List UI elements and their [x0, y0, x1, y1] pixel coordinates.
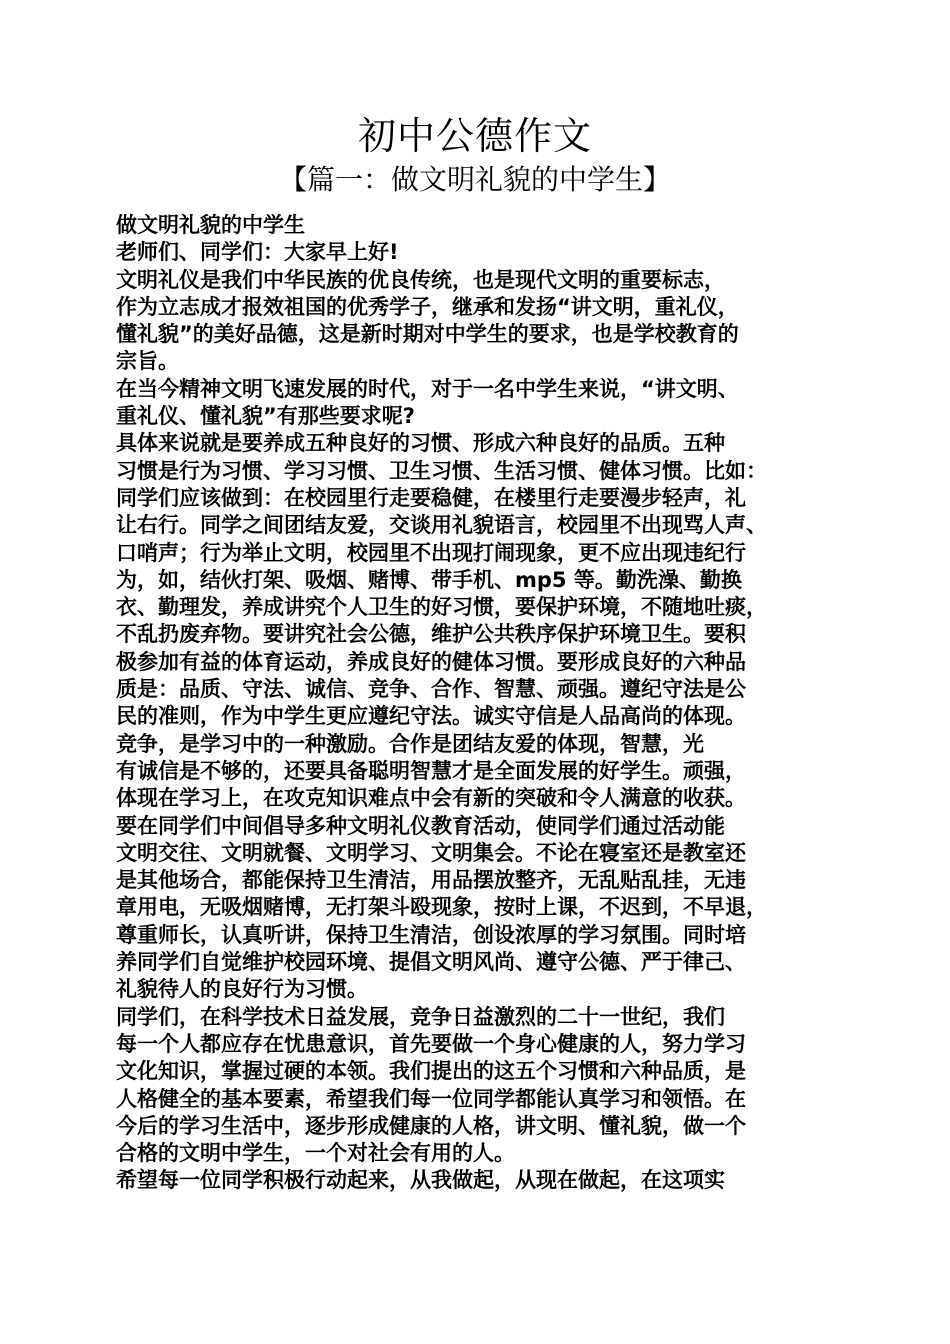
body-text-line: 文化知识，掌握过硬的本领。我们提出的这五个习惯和六种品质，是: [116, 1059, 746, 1084]
body-text-line: 质是：品质、守法、诚信、竞争、合作、智慧、顽强。遵纪守法是公: [116, 677, 746, 702]
body-text-line: 每一个人都应存在忧患意识，首先要做一个身心健康的人，努力学习: [116, 1031, 746, 1056]
body-text-line: 不乱扔废弃物。要讲究社会公德，维护公共秩序保护环境卫生。要积: [116, 622, 746, 647]
body-text-line: 同学们应该做到：在校园里行走要稳健，在楼里行走要漫步轻声，礼: [116, 485, 746, 510]
body-text-line: 章用电，无吸烟赌博，无打架斗殴现象，按时上课，不迟到，不早退，: [116, 895, 767, 920]
body-text-line: 尊重师长，认真听讲，保持卫生清洁，创设浓厚的学习氛围。同时培: [116, 922, 746, 947]
body-text-line: 口哨声；行为举止文明，校园里不出现打闹现象，更不应出现违纪行: [116, 540, 746, 565]
body-text-line: 宗旨。: [116, 349, 179, 374]
body-text-line: 做文明礼貌的中学生: [116, 213, 305, 237]
body-text-line: 极参加有益的体育运动，养成良好的健体习惯。要形成良好的六种品: [116, 649, 746, 674]
document-body: [116, 212, 846, 1195]
document-subtitle: 【篇一：做文明礼貌的中学生】: [278, 163, 671, 196]
document-title: 初中公德作文: [357, 114, 592, 158]
body-text-line: 是其他场合，都能保持卫生清洁，用品摆放整齐，无乱贴乱挂，无违: [116, 868, 746, 893]
body-text-line: 今后的学习生活中，逐步形成健康的人格，讲文明、懂礼貌，做一个: [116, 1113, 746, 1138]
body-text-line: 衣、勤理发，养成讲究个人卫生的好习惯，要保护环境，不随地吐痰，: [116, 595, 767, 620]
body-text-line: 体现在学习上，在攻克知识难点中会有新的突破和令人满意的收获。: [116, 786, 746, 811]
body-text-line: 习惯是行为习惯、学习习惯、卫生习惯、生活习惯、健体习惯。比如：: [116, 458, 767, 483]
body-text-line: 让右行。同学之间团结友爱，交谈用礼貌语言，校园里不出现骂人声、: [116, 513, 767, 538]
body-text-line: 文明交往、文明就餐、文明学习、文明集会。不论在寝室还是教室还: [116, 840, 746, 865]
body-text-line: 养同学们自觉维护校园环境、提倡文明风尚、遵守公德、严于律己、: [116, 950, 746, 975]
body-text-line: 重礼仪、懂礼貌”有那些要求呢?: [116, 404, 415, 429]
body-text-line: 老师们、同学们：大家早上好!: [116, 240, 399, 265]
body-text-line: 有诚信是不够的，还要具备聪明智慧才是全面发展的好学生。顽强，: [116, 758, 746, 783]
body-text-line: 要在同学们中间倡导多种文明礼仪教育活动，使同学们通过活动能: [116, 813, 725, 838]
body-text-line: 希望每一位同学积极行动起来，从我做起，从现在做起，在这项实: [116, 1168, 725, 1193]
body-text-line: 在当今精神文明飞速发展的时代，对于一名中学生来说，“讲文明、: [116, 376, 739, 401]
body-text-line: 懂礼貌”的美好品德，这是新时期对中学生的要求，也是学校教育的: [116, 322, 739, 347]
body-text-line: 具体来说就是要养成五种良好的习惯、形成六种良好的品质。五种: [116, 431, 725, 456]
body-text-line: 为，如，结伙打架、吸烟、赌博、带手机、mp5 等。勤洗澡、勤换: [116, 567, 742, 592]
body-text-line: 竞争，是学习中的一种激励。合作是团结友爱的体现，智慧，光: [116, 731, 704, 756]
body-text-line: 人格健全的基本要素，希望我们每一位同学都能认真学习和领悟。在: [116, 1086, 746, 1111]
body-text-line: 礼貌待人的良好行为习惯。: [116, 977, 368, 1002]
body-text-line: 合格的文明中学生，一个对社会有用的人。: [116, 1141, 515, 1166]
body-text-line: 同学们，在科学技术日益发展，竞争日益激烈的二十一世纪，我们: [116, 1004, 725, 1029]
body-text-line: 文明礼仪是我们中华民族的优良传统，也是现代文明的重要标志，: [116, 267, 725, 292]
body-text-line: 作为立志成才报效祖国的优秀学子，继承和发扬“讲文明，重礼仪，: [116, 294, 739, 319]
body-text-line: 民的准则，作为中学生更应遵纪守法。诚实守信是人品高尚的体现。: [116, 704, 746, 729]
